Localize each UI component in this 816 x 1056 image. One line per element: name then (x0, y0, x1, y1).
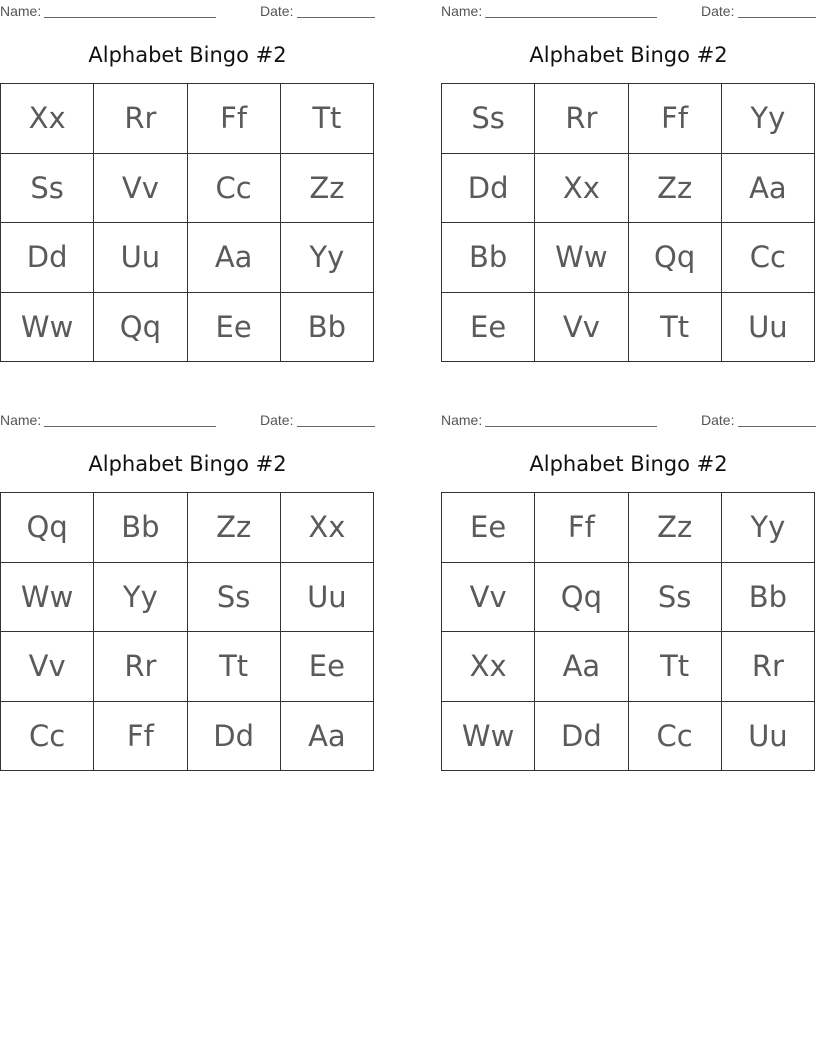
bingo-cell: Ss (629, 563, 722, 633)
bingo-cell: Yy (722, 493, 815, 563)
name-label: Name: (441, 3, 483, 19)
bingo-cell: Cc (188, 154, 281, 224)
bingo-cell: Qq (94, 293, 187, 363)
bingo-cell: Dd (535, 702, 628, 772)
bingo-cell: Yy (94, 563, 187, 633)
bingo-cell: Xx (281, 493, 374, 563)
bingo-cell: Ee (188, 293, 281, 363)
bingo-cell: Uu (722, 293, 815, 363)
bingo-cell: Cc (1, 702, 94, 772)
bingo-cell: Zz (188, 493, 281, 563)
date-label: Date: (260, 3, 294, 19)
bingo-cell: Ee (281, 632, 374, 702)
bingo-cell: Ww (442, 702, 535, 772)
bingo-cell: Ss (442, 84, 535, 154)
bingo-card-2 (441, 0, 816, 344)
bingo-cell: Yy (281, 223, 374, 293)
bingo-cell: Zz (629, 154, 722, 224)
name-line[interactable] (485, 426, 657, 427)
bingo-cell: Rr (94, 632, 187, 702)
bingo-card-4 (441, 409, 816, 753)
name-line[interactable] (485, 17, 657, 18)
bingo-cell: Xx (1, 84, 94, 154)
card-title: Alphabet Bingo #2 (529, 452, 728, 476)
bingo-cell: Aa (281, 702, 374, 772)
bingo-grid (441, 492, 815, 771)
bingo-cell: Aa (722, 154, 815, 224)
card-title: Alphabet Bingo #2 (88, 452, 287, 476)
name-label: Name: (441, 412, 483, 428)
name-line[interactable] (44, 426, 216, 427)
bingo-cell: Vv (1, 632, 94, 702)
bingo-cell: Uu (281, 563, 374, 633)
bingo-cell: Bb (94, 493, 187, 563)
bingo-cell: Uu (722, 702, 815, 772)
bingo-cell: Ff (94, 702, 187, 772)
bingo-cell: Dd (188, 702, 281, 772)
card-title: Alphabet Bingo #2 (88, 43, 287, 67)
date-line[interactable] (297, 17, 375, 18)
date-line[interactable] (297, 426, 375, 427)
bingo-cell: Cc (629, 702, 722, 772)
bingo-cell: Tt (188, 632, 281, 702)
date-line[interactable] (738, 426, 816, 427)
bingo-cell: Qq (1, 493, 94, 563)
bingo-cell: Xx (442, 632, 535, 702)
bingo-card-3 (0, 409, 376, 753)
bingo-cell: Zz (281, 154, 374, 224)
bingo-grid (0, 83, 374, 362)
bingo-cell: Ff (188, 84, 281, 154)
bingo-cell: Ee (442, 293, 535, 363)
bingo-cell: Rr (722, 632, 815, 702)
bingo-cell: Vv (442, 563, 535, 633)
date-label: Date: (260, 412, 294, 428)
bingo-cell: Ww (1, 563, 94, 633)
name-date-row (441, 0, 816, 22)
bingo-cell: Rr (94, 84, 187, 154)
bingo-cell: Bb (442, 223, 535, 293)
bingo-cell: Dd (442, 154, 535, 224)
bingo-cell: Vv (535, 293, 628, 363)
date-label: Date: (701, 3, 735, 19)
bingo-cell: Ff (629, 84, 722, 154)
name-label: Name: (0, 412, 42, 428)
bingo-cell: Aa (535, 632, 628, 702)
bingo-cell: Ww (1, 293, 94, 363)
bingo-cell: Yy (722, 84, 815, 154)
bingo-cell: Ee (442, 493, 535, 563)
bingo-cell: Bb (281, 293, 374, 363)
bingo-grid (441, 83, 815, 362)
bingo-cell: Uu (94, 223, 187, 293)
bingo-cell: Qq (629, 223, 722, 293)
bingo-cell: Ww (535, 223, 628, 293)
bingo-cell: Aa (188, 223, 281, 293)
bingo-cell: Bb (722, 563, 815, 633)
bingo-cell: Tt (629, 632, 722, 702)
card-title: Alphabet Bingo #2 (529, 43, 728, 67)
name-date-row (441, 409, 816, 431)
bingo-cell: Qq (535, 563, 628, 633)
bingo-cell: Ss (188, 563, 281, 633)
bingo-cell: Xx (535, 154, 628, 224)
name-line[interactable] (44, 17, 216, 18)
bingo-cell: Cc (722, 223, 815, 293)
bingo-cell: Zz (629, 493, 722, 563)
bingo-cell: Tt (629, 293, 722, 363)
bingo-card-1 (0, 0, 376, 344)
date-label: Date: (701, 412, 735, 428)
name-date-row (0, 409, 376, 431)
bingo-cell: Tt (281, 84, 374, 154)
bingo-grid (0, 492, 374, 771)
bingo-cell: Dd (1, 223, 94, 293)
date-line[interactable] (738, 17, 816, 18)
bingo-cell: Ss (1, 154, 94, 224)
bingo-cell: Vv (94, 154, 187, 224)
name-date-row (0, 0, 376, 22)
bingo-cell: Rr (535, 84, 628, 154)
bingo-cell: Ff (535, 493, 628, 563)
name-label: Name: (0, 3, 42, 19)
